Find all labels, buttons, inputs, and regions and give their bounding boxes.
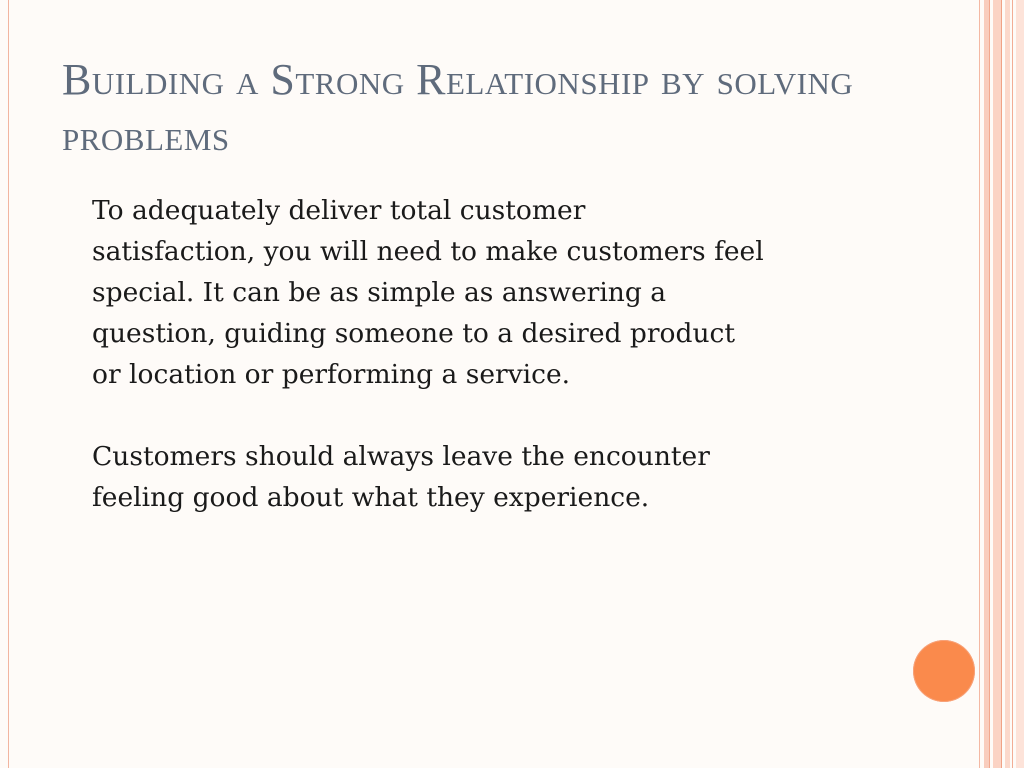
decorative-stripe [979,0,980,768]
left-border-rule [8,0,9,768]
decorative-stripe [1005,0,1010,768]
body-paragraph: To adequately deliver total customer satisfaction, you will need to make customers feel special. It can be as simple as answering a question, guiding someone to a desired product or location or performing a service. [92,195,764,390]
slide-body [62,190,892,559]
decorative-stripe [1016,0,1024,768]
decorative-stripe [1001,0,1002,768]
decorative-stripe [993,0,1001,768]
body-paragraph: Customers should always leave the encounter feeling good about what they experience. [92,441,710,513]
decorative-stripe [1012,0,1013,768]
orange-circle-icon [913,640,975,702]
decorative-stripe [989,0,990,768]
slide-title: Building a Strong Relationship by solving problems [62,55,854,160]
